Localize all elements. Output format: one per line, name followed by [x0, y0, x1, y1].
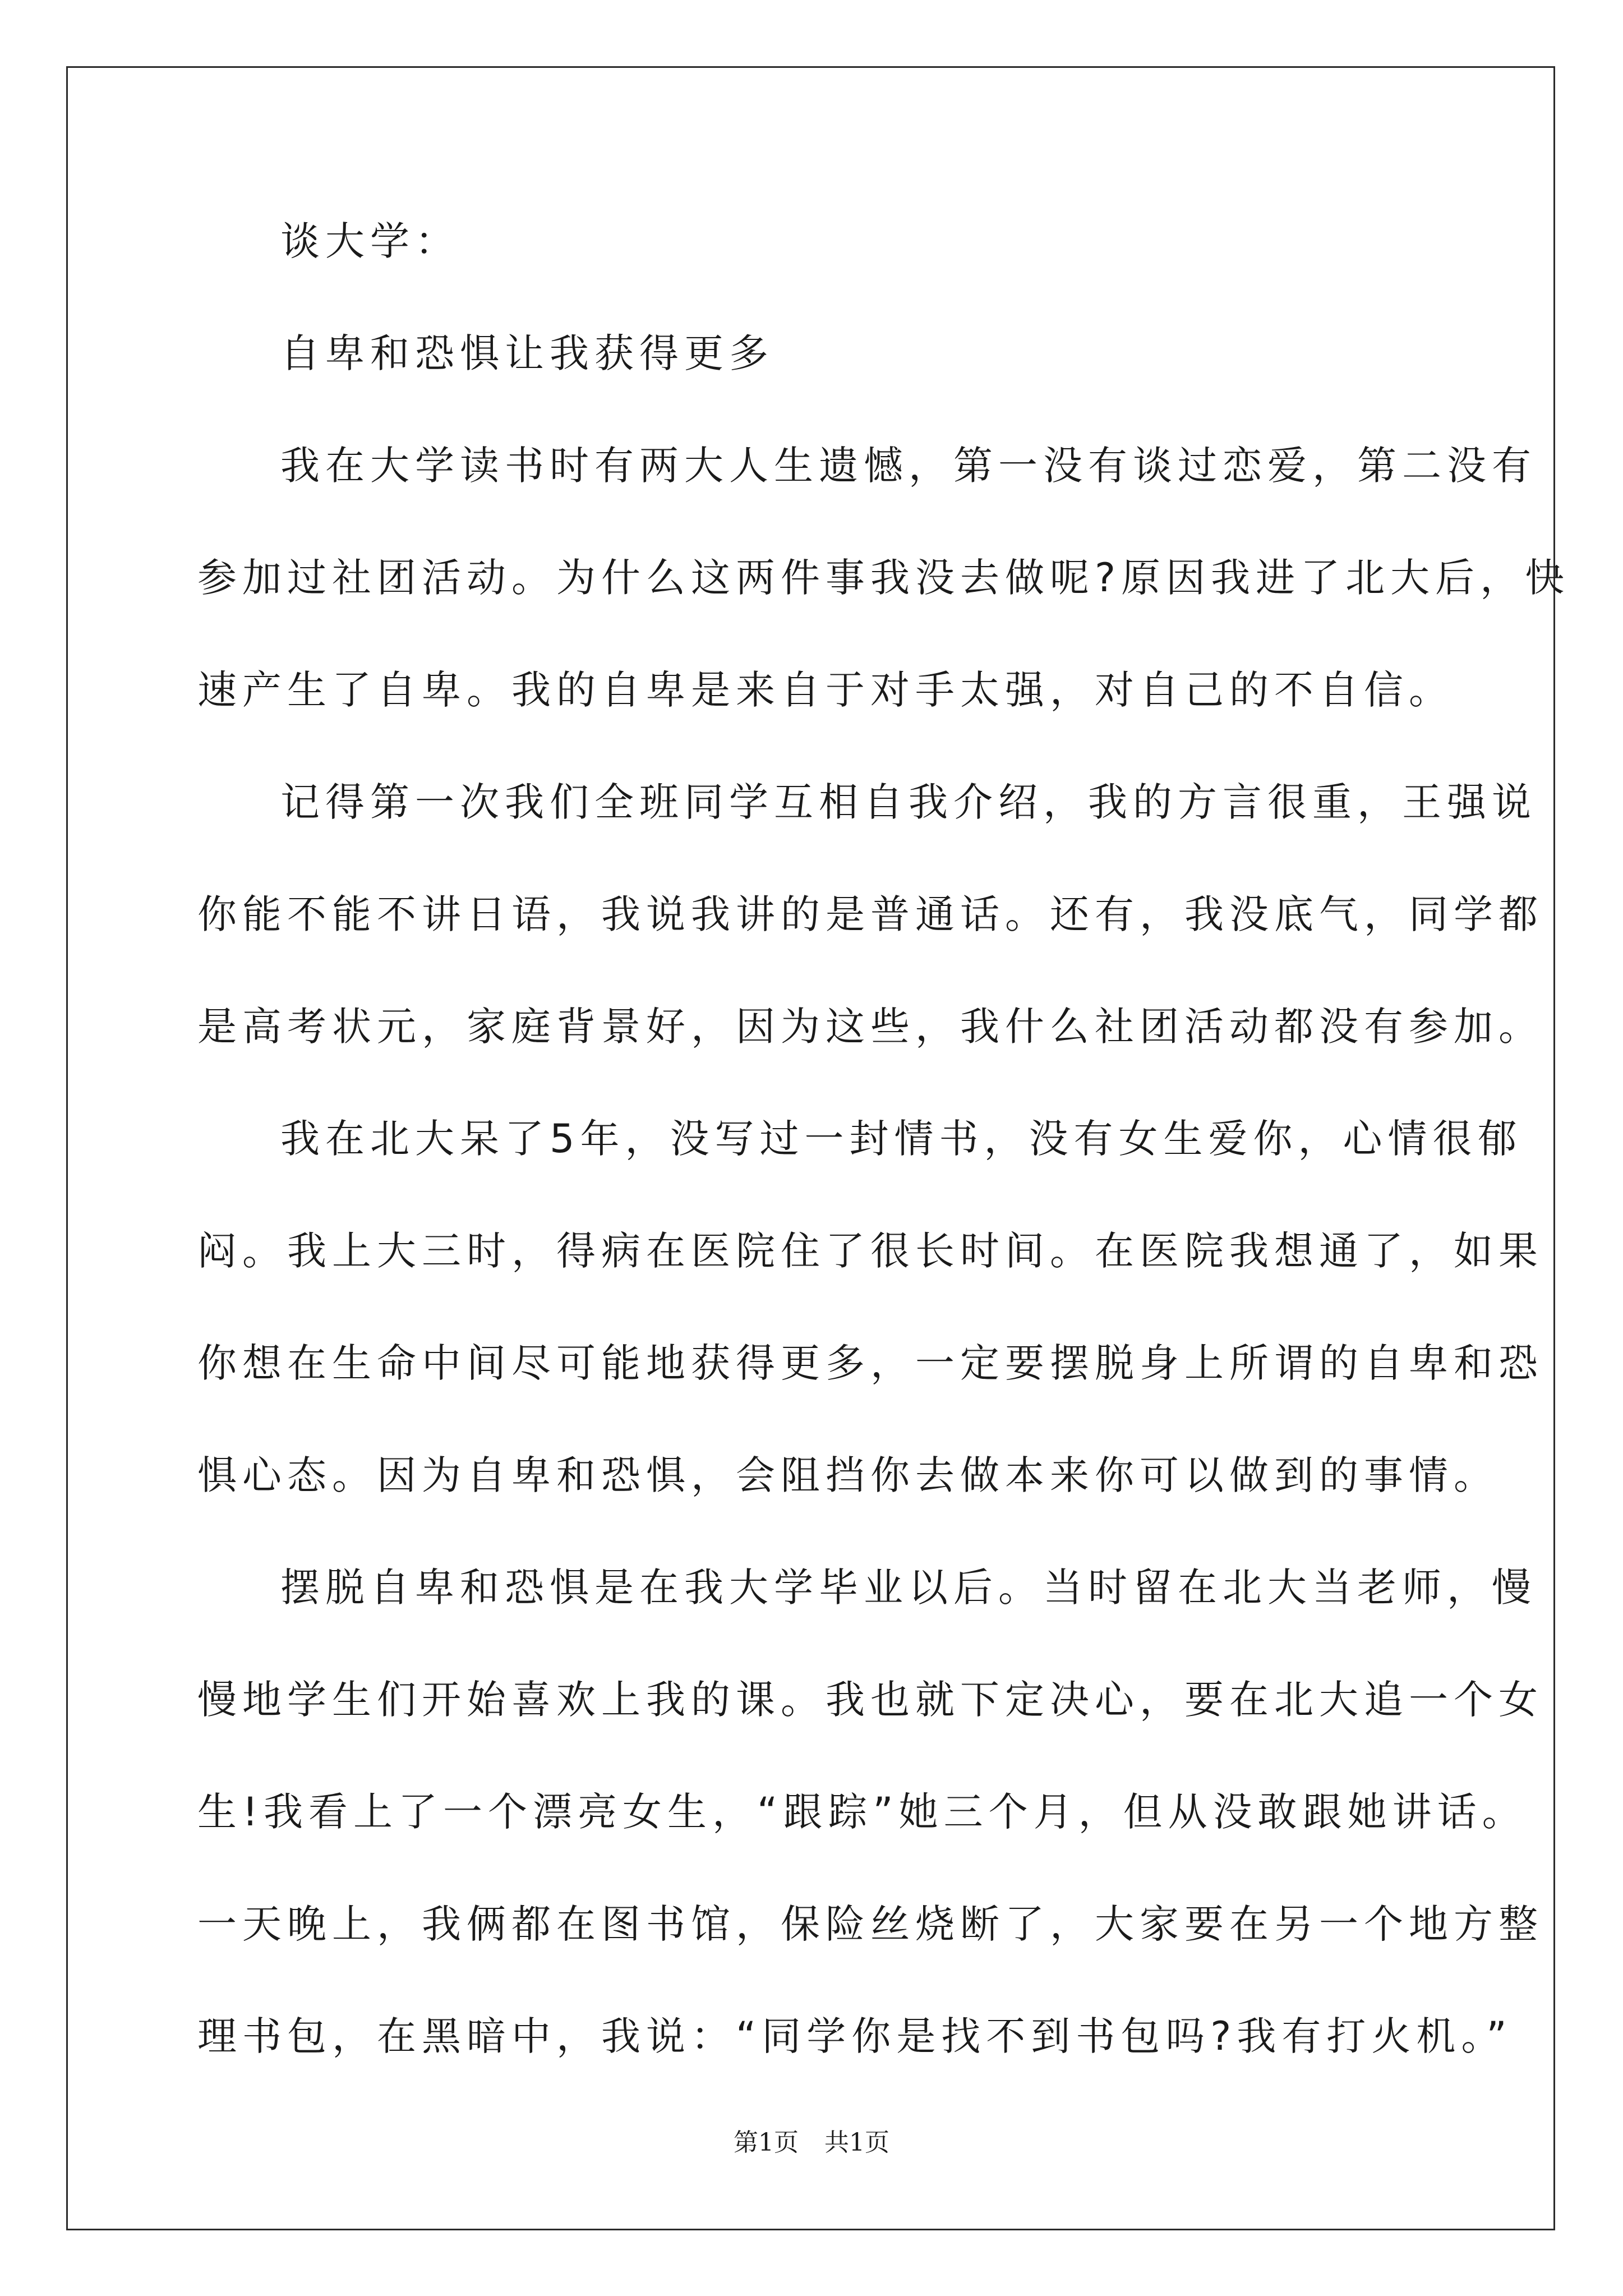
paragraph-3-line-1: 我在北大呆了5年，没写过一封情书，没有女生爱你，心情很郁 — [280, 1116, 1523, 1162]
paragraph-4-line-1: 摆脱自卑和恐惧是在我大学毕业以后。当时留在北大当老师，慢 — [280, 1565, 1537, 1611]
paragraph-4-line-4: 一天晚上，我俩都在图书馆，保险丝烧断了，大家要在另一个地方整 — [197, 1901, 1543, 1947]
paragraph-3-line-3: 你想在生命中间尽可能地获得更多，一定要摆脱身上所谓的自卑和恐 — [197, 1340, 1543, 1386]
page-footer — [0, 2126, 1623, 2160]
page-number-current: 第1页 — [734, 2128, 799, 2157]
paragraph-4-line-5: 理书包，在黑暗中，我说：“同学你是找不到书包吗?我有打火机。” — [197, 2013, 1513, 2059]
page-number-total: 共1页 — [824, 2128, 889, 2157]
paragraph-2-line-2: 你能不能不讲日语，我说我讲的是普通话。还有，我没底气，同学都 — [197, 891, 1543, 937]
essay-title: 自卑和恐惧让我获得更多 — [280, 330, 774, 376]
paragraph-3-line-4: 惧心态。因为自卑和恐惧，会阻挡你去做本来你可以做到的事情。 — [197, 1452, 1498, 1498]
paragraph-1-line-2: 参加过社团活动。为什么这两件事我没去做呢?原因我进了北大后，快 — [197, 555, 1570, 601]
paragraph-2-line-3: 是高考状元，家庭背景好，因为这些，我什么社团活动都没有参加。 — [197, 1004, 1543, 1050]
paragraph-1-line-3: 速产生了自卑。我的自卑是来自于对手太强，对自己的不自信。 — [197, 667, 1454, 713]
essay-heading: 谈大学： — [280, 218, 460, 264]
paragraph-2-line-1: 记得第一次我们全班同学互相自我介绍，我的方言很重，王强说 — [280, 779, 1537, 825]
paragraph-3-line-2: 闷。我上大三时，得病在医院住了很长时间。在医院我想通了，如果 — [197, 1228, 1543, 1274]
paragraph-4-line-2: 慢地学生们开始喜欢上我的课。我也就下定决心，要在北大追一个女 — [197, 1677, 1543, 1723]
paragraph-1-line-1: 我在大学读书时有两大人生遗憾，第一没有谈过恋爱，第二没有 — [280, 443, 1537, 489]
paragraph-4-line-3: 生!我看上了一个漂亮女生，“跟踪”她三个月，但从没敢跟她讲话。 — [197, 1789, 1527, 1835]
